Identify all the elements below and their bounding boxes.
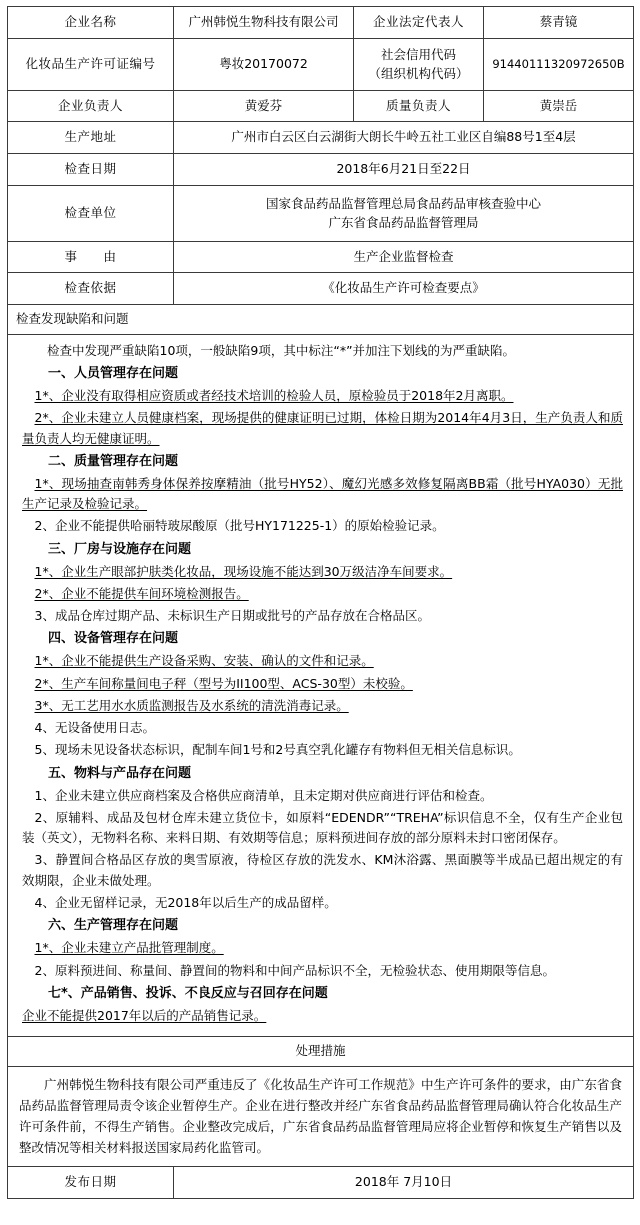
inspect-date-value: 2018年6月21日至22日 [336,161,471,176]
inspect-unit-value-cell [174,185,634,241]
defect-item-general: 4、无设备使用日志。 [34,720,155,736]
defects-body [8,335,633,1036]
company-head-value: 黄爱芬 [244,97,283,113]
defect-group-heading: 一、人员管理存在问题 [48,366,179,381]
measures-body [8,1067,633,1166]
defect-group-heading: 四、设备管理存在问题 [48,631,179,647]
severe-defect-underline: 1*、企业没有取得相应资质或者经技术培训的检验人员，原检验员于2018年2月离职。 [34,388,514,404]
inspect-unit-label-cell [8,185,174,241]
defect-item-severe [22,696,623,716]
defect-item-severe [22,408,623,449]
defect-item-general: 5、现场未见设备状态标识，配制车间1号和2号真空乳化罐存有物料但无相关信息标识。 [34,742,521,758]
address-value-cell [174,122,634,154]
basis-value-cell [174,273,634,305]
quality-head-label-cell [354,90,484,122]
table-row-publish-date [8,1166,634,1198]
table-row-defects-title [8,305,634,335]
credit-code-label [354,39,483,90]
defect-item-severe [22,584,623,604]
measures-title: 处理措施 [295,1043,346,1059]
defect-groups [22,363,623,1026]
table-row-license-no [8,38,634,90]
company-head-label: 企业负责人 [57,97,123,113]
defects-section-title: 检查发现缺陷和问题 [16,311,129,326]
basis-value: 《化妆品生产许可检查要点》 [322,280,485,296]
severe-defect-underline: 1*、现场抽查南韩秀身体保养按摩精油（批号HY52）、魔幻光感多效修复隔离BB霜（批号HYA030）无批生产记录及检验记录。 [22,475,623,512]
severe-defect-underline: 3*、无工艺用水水质监测报告及水系统的清洗消毒记录。 [34,697,349,713]
severe-defect-underline: 企业不能提供2017年以后的产品销售记录。 [22,1007,267,1023]
quality-head-value-cell [484,90,634,122]
defect-group-heading: 五、物料与产品存在问题 [48,765,192,781]
measures-body-cell [8,1066,634,1166]
defect-item-severe [22,651,623,671]
defect-group-heading: 二、质量管理存在问题 [48,453,179,469]
severe-defect-underline: 2*、企业未建立人员健康档案，现场提供的健康证明已过期，体检日期为2014年4月3日，生产负责人和质量负责人均无健康证明。 [22,410,623,446]
address-label-cell [8,122,174,154]
credit-code-value-cell [484,38,634,90]
publish-date-value-cell [174,1166,634,1198]
license-no-label-cell [8,38,174,90]
reason-value: 生产企业监督检查 [353,248,454,264]
measures-title-cell [8,1037,634,1067]
measures-text: 广州韩悦生物科技有限公司严重违反了《化妆品生产许可工作规范》中生产许可条件的要求，由广东省食品药品监督管理局责令该企业暂停生产。企业在进行整改并经广东省食品药品监督管理局确认符合化妆品生产许可条件前，不得生产销售。企业整改完成后，广东省食品药品监督管理局应将企业暂停和恢复生产销售以及整改情况等相关材料报送国家局药化监管司。 [19,1076,622,1155]
defect-item-general: 2、原辅料、成品及包材仓库未建立货位卡，如原料“EDENDR”“TREHA”标识信息不全，仅有生产企业包装（英文），无物料名称、来料日期、有效期等信息；原料预进间存放的部分原料未封口密闭保存。 [22,809,623,846]
company-head-value-cell [174,90,354,122]
quality-head-label: 质量负责人 [385,97,451,113]
defect-item-severe [22,562,623,582]
address-value: 广州市白云区白云湖街大朗长牛岭五社工业区自编88号1至4层 [231,129,576,145]
quality-head-value: 黄崇岳 [539,97,578,113]
defects-section-title-cell [8,305,634,335]
legal-rep-label-cell [354,7,484,39]
table-row-measures-title [8,1037,634,1067]
defect-item-severe [22,938,623,958]
credit-code-value: 91440111320972650B [492,56,625,71]
table-row-address [8,122,634,154]
credit-code-label-line1: 社会信用代码 [380,46,456,62]
publish-date-label-cell [8,1166,174,1198]
inspect-unit-line-1: 国家食品药品监督管理总局食品药品审核查验中心 [265,195,541,211]
basis-label-cell [8,273,174,305]
publish-date-value: 2018年 7月10日 [354,1173,453,1189]
inspect-unit-value [174,186,633,241]
legal-rep-value: 蔡青镜 [539,14,578,29]
license-no-value-cell [174,38,354,90]
credit-code-label-line2: （组织机构代码） [368,66,469,82]
table-row-company-name [8,7,634,39]
severe-defect-underline: 1*、企业不能提供生产设备采购、安装、确认的文件和记录。 [34,653,374,669]
defect-item-general: 4、企业无留样记录，无2018年以后生产的成品留样。 [34,894,337,910]
company-name-value-cell [174,7,354,39]
defect-item-general: 2、原料预进间、称量间、静置间的物料和中间产品标识不全，无检验状态、使用期限等信息。 [34,962,555,978]
basis-label: 检查依据 [64,280,117,296]
table-row-defects-body [8,334,634,1036]
defect-item-general: 1、企业未建立供应商档案及合格供应商清单，且未定期对供应商进行评估和检查。 [34,787,493,803]
defect-item-general: 2、企业不能提供哈丽特玻尿酸原（批号HY171225-1）的原始检验记录。 [34,518,445,534]
reason-label-cell [8,241,174,273]
reason-label: 事 由 [64,248,117,264]
legal-rep-value-cell [484,7,634,39]
defect-group-heading: 三、厂房与设施存在问题 [48,541,192,557]
credit-code-label-cell [354,38,484,90]
table-row-inspect-date [8,154,634,186]
legal-rep-label: 企业法定代表人 [372,14,464,29]
inspection-report-table [7,6,634,1199]
publish-date-label: 发布日期 [64,1173,117,1189]
defect-item-severe [22,674,623,694]
inspect-date-label: 检查日期 [64,161,117,176]
table-row-basis [8,273,634,305]
defects-body-cell [8,334,634,1036]
severe-defect-underline: 1*、企业未建立产品批管理制度。 [34,940,224,956]
defects-summary: 检查中发现严重缺陷10项，一般缺陷9项，其中标注“*”并加注下划线的为严重缺陷。 [47,342,516,358]
license-no-label: 化妆品生产许可证编号 [25,55,156,71]
defect-item-severe [22,1006,623,1026]
reason-value-cell [174,241,634,273]
company-name-label-cell [8,7,174,39]
defect-group-heading: 七*、产品销售、投诉、不良反应与召回存在问题 [48,985,328,1001]
severe-defect-underline: 2*、企业不能提供车间环境检测报告。 [34,585,249,601]
defect-item-severe [22,474,623,515]
defect-item-general: 3、成品仓库过期产品、未标识生产日期或批号的产品存放在合格品区。 [34,608,430,624]
defect-group-heading: 六、生产管理存在问题 [48,918,179,934]
inspect-unit-label: 检查单位 [64,204,117,220]
company-head-label-cell [8,90,174,122]
address-label: 生产地址 [64,129,117,145]
table-row-company-head [8,90,634,122]
company-name-label: 企业名称 [64,14,117,29]
inspect-unit-line-2: 广东省食品药品监督管理局 [328,215,479,231]
inspect-date-value-cell [174,154,634,186]
company-name-value: 广州韩悦生物科技有限公司 [188,14,339,29]
inspect-date-label-cell [8,154,174,186]
table-row-measures-body [8,1066,634,1166]
defect-item-general: 3、静置间合格品区存放的奥雪原液，待检区存放的洗发水、KM沐浴露、黑面膜等半成品已超出规定的有效期限，企业未做处理。 [22,852,623,888]
license-no-value: 粤妆20170072 [219,55,308,71]
table-row-reason [8,241,634,273]
table-row-inspect-unit [8,185,634,241]
severe-defect-underline: 1*、企业生产眼部护肤类化妆品，现场设施不能达到30万级洁净车间要求。 [34,563,453,579]
defect-item-severe [22,386,623,406]
severe-defect-underline: 2*、生产车间称量间电子秤（型号为II100型、ACS-30型）未校验。 [34,675,413,691]
